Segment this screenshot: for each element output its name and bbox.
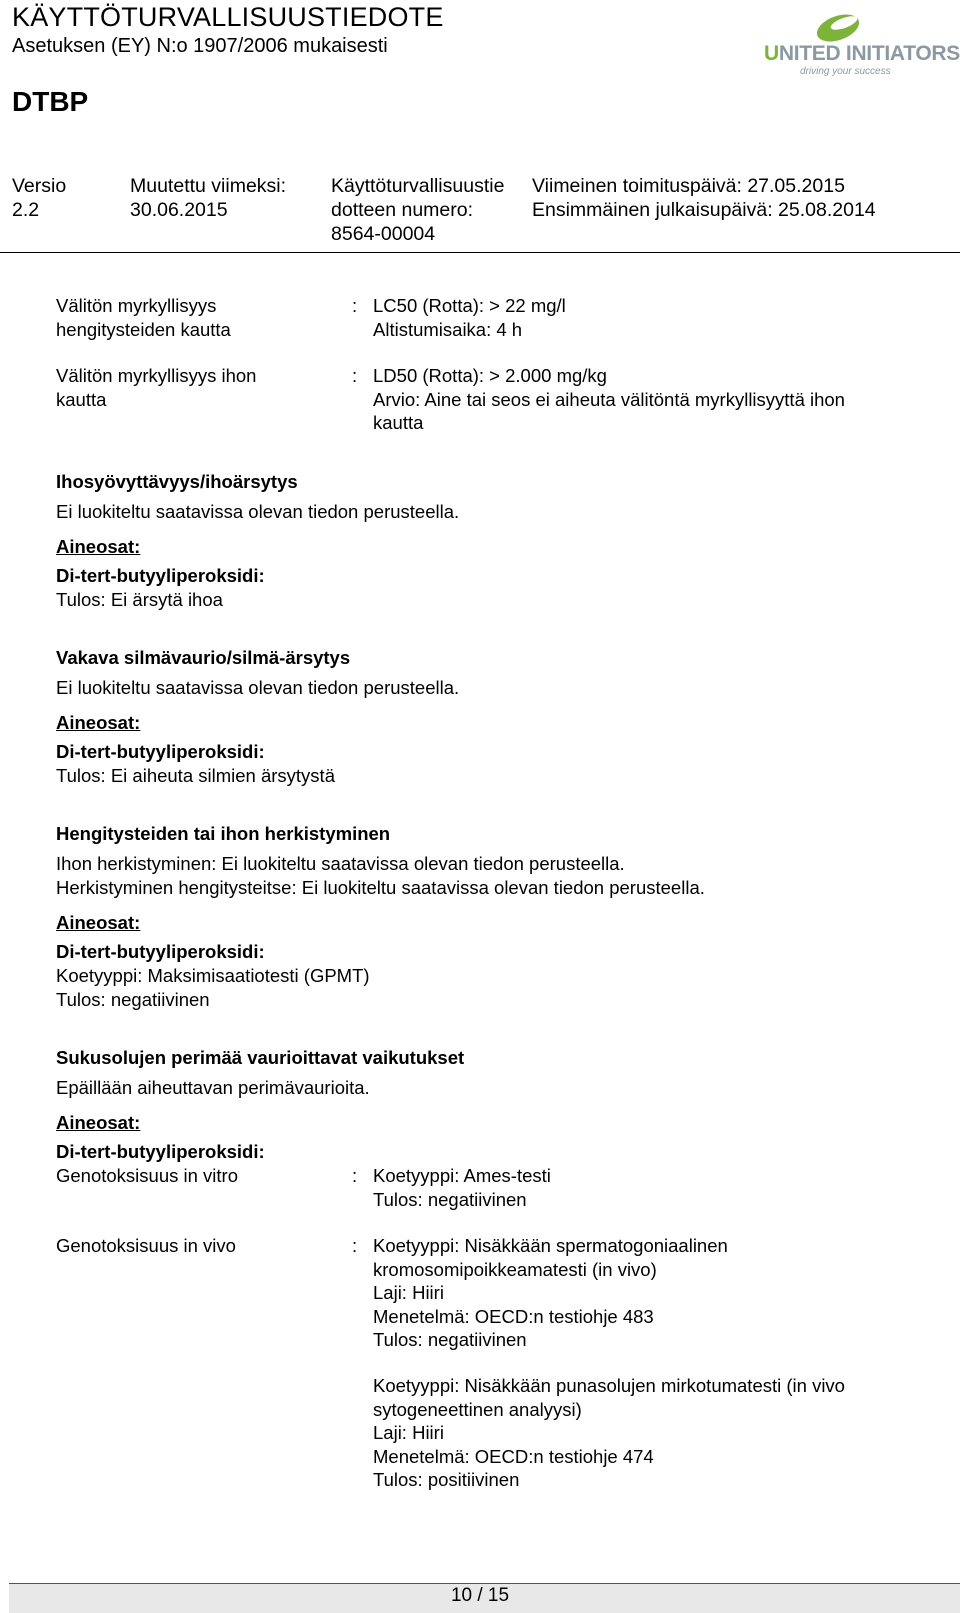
inhalation-label: Välitön myrkyllisyys hengitysteiden kautta — [56, 295, 231, 340]
mutagenicity-text: Epäillään aiheuttavan perimävaurioita. — [56, 1077, 370, 1098]
sensitisation-test-type: Koetyyppi: Maksimisaatiotesti (GPMT) — [56, 965, 370, 986]
skin-result: Tulos: Ei ärsytä ihoa — [56, 589, 223, 610]
mutagenicity-components: Aineosat: — [56, 1112, 141, 1133]
company-logo — [760, 8, 960, 78]
eye-result: Tulos: Ei aiheuta silmien ärsytystä — [56, 765, 335, 786]
in-vivo-colon: : — [352, 1235, 358, 1256]
sensitisation-result: Tulos: negatiivinen — [56, 989, 210, 1010]
inhalation-colon: : — [352, 295, 358, 316]
page-number: 10 / 15 — [450, 1585, 510, 1606]
skin-components: Aineosat: — [56, 536, 141, 557]
sensitisation-text-respiratory: Herkistyminen hengitysteitse: Ei luokiteltu saatavissa olevan tiedon perusteella. — [56, 877, 705, 898]
dermal-value: LD50 (Rotta): > 2.000 mg/kg Arvio: Aine tai seos ei aiheuta välitöntä myrkyllisyyttä ihon kautta — [373, 365, 845, 433]
product-name: DTBP — [12, 86, 89, 117]
document-subtitle: Asetuksen (EY) N:o 1907/2006 mukaisesti — [12, 35, 388, 57]
eye-substance: Di-tert-butyyliperoksidi: — [56, 741, 265, 762]
mutagenicity-substance: Di-tert-butyyliperoksidi: — [56, 1141, 265, 1162]
eye-text: Ei luokiteltu saatavissa olevan tiedon perusteella. — [56, 677, 460, 698]
sensitisation-substance: Di-tert-butyyliperoksidi: — [56, 941, 265, 962]
logo-tagline: driving your success — [800, 66, 891, 77]
skin-heading: Ihosyövyttävyys/ihoärsytys — [56, 471, 298, 492]
meta-changed: Muutettu viimeksi: 30.06.2015 — [130, 175, 287, 221]
mutagenicity-heading: Sukusolujen perimää vaurioittavat vaikutukset — [56, 1047, 465, 1068]
in-vivo-label: Genotoksisuus in vivo — [56, 1235, 236, 1256]
document-title: KÄYTTÖTURVALLISUUSTIEDOTE — [12, 2, 444, 32]
in-vitro-label: Genotoksisuus in vitro — [56, 1165, 239, 1186]
meta-dates: Viimeinen toimituspäivä: 27.05.2015 Ensimmäinen julkaisupäivä: 25.08.2014 — [532, 175, 876, 221]
sensitisation-text-skin: Ihon herkistyminen: Ei luokiteltu saatavissa olevan tiedon perusteella. — [56, 853, 625, 874]
logo-brand-text: UNITED INITIATORS — [764, 42, 960, 65]
sensitisation-components: Aineosat: — [56, 912, 141, 933]
sensitisation-heading: Hengitysteiden tai ihon herkistyminen — [56, 823, 391, 844]
header-divider — [0, 252, 960, 253]
in-vitro-colon: : — [352, 1165, 358, 1186]
in-vivo-value-2: Koetyyppi: Nisäkkään punasolujen mirkotumatesti (in vivo sytogeneettinen analyysi) Laji: Hiiri Menetelmä: OECD:n testiohje 474 Tulos: positiivinen — [373, 1375, 845, 1490]
skin-substance: Di-tert-butyyliperoksidi: — [56, 565, 265, 586]
eye-heading: Vakava silmävaurio/silmä-ärsytys — [56, 647, 351, 668]
meta-version: Versio 2.2 — [12, 175, 67, 221]
dermal-colon: : — [352, 365, 358, 386]
meta-sds-number: Käyttöturvallisuustie dotteen numero: 8564-00004 — [331, 175, 505, 245]
eye-components: Aineosat: — [56, 712, 141, 733]
in-vitro-value: Koetyyppi: Ames-testi Tulos: negatiivinen — [373, 1165, 551, 1210]
skin-text: Ei luokiteltu saatavissa olevan tiedon perusteella. — [56, 501, 460, 522]
inhalation-value: LC50 (Rotta): > 22 mg/l Altistumisaika: 4 h — [373, 295, 566, 340]
in-vivo-value-1: Koetyyppi: Nisäkkään spermatogoniaalinen kromosomipoikkeamatesti (in vivo) Laji: Hiiri Menetelmä: OECD:n testiohje 483 Tulos: negatiivinen — [373, 1235, 728, 1350]
dermal-label: Välitön myrkyllisyys ihon kautta — [56, 365, 257, 410]
